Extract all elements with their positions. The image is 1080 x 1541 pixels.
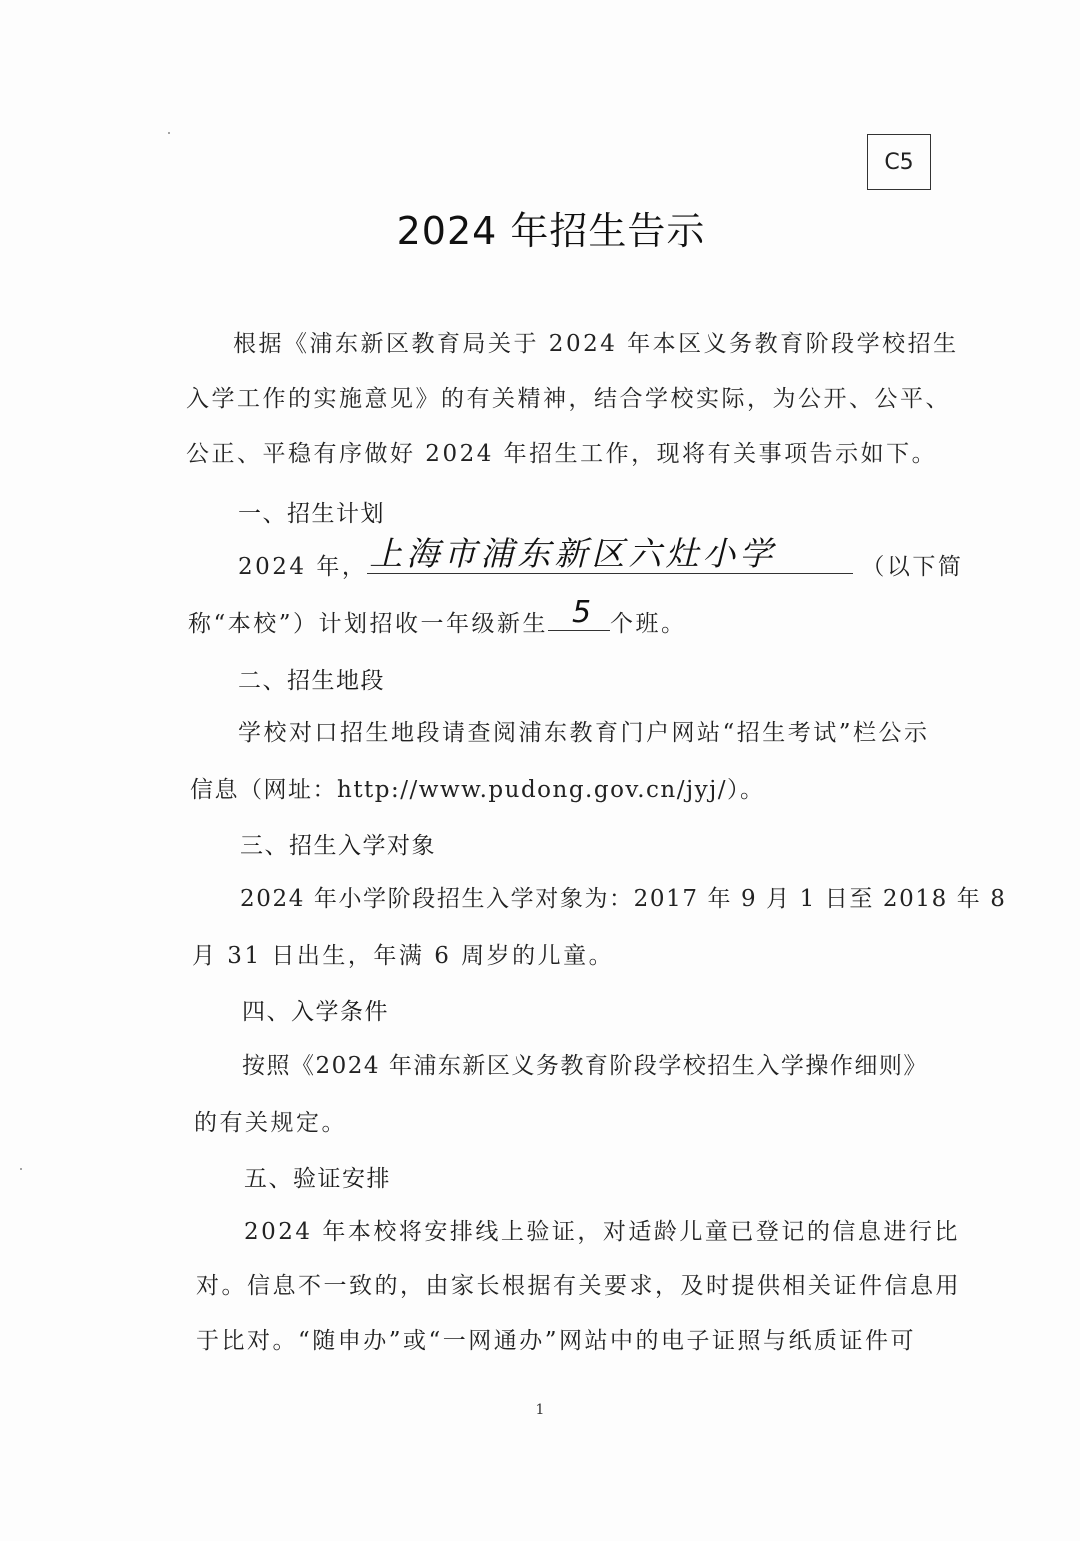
- section-1-heading: 一、招生计划: [238, 501, 385, 527]
- school-name-handwritten: 上海市浦东新区六灶小学: [369, 534, 777, 573]
- intro-line-3: 公正、平稳有序做好 2024 年招生工作，现将有关事项告示如下。: [186, 441, 938, 467]
- section-2-line-1: 学校对口招生地段请查阅浦东教育门户网站“招生考试”栏公示: [238, 720, 930, 746]
- class-count-handwritten: 5: [572, 595, 594, 630]
- section-3-line-2: 月 31 日出生，年满 6 周岁的儿童。: [192, 943, 615, 969]
- section-1-line-2-suffix: 个班。: [610, 611, 687, 637]
- section-2-line-2: 信息（网址：http://www.pudong.gov.cn/jyj/）。: [190, 777, 765, 803]
- section-2-heading: 二、招生地段: [238, 668, 385, 694]
- school-name-blank: [367, 534, 853, 574]
- page-title: 2024 年招生告示: [396, 209, 706, 253]
- page-number: 1: [535, 1402, 545, 1418]
- section-1-line-1-suffix: （以下简: [861, 554, 964, 580]
- section-4-line-1: 按照《2024 年浦东新区义务教育阶段学校招生入学操作细则》: [242, 1053, 928, 1079]
- section-1-line-1-prefix: 2024 年，: [238, 554, 368, 580]
- section-1-line-2: [188, 595, 687, 638]
- section-5-line-2: 对。信息不一致的，由家长根据有关要求，及时提供相关证件信息用: [196, 1273, 961, 1299]
- intro-line-2: 入学工作的实施意见》的有关精神，结合学校实际，为公开、公平、: [186, 386, 951, 412]
- section-4-heading: 四、入学条件: [242, 999, 389, 1025]
- section-1-line-1: [238, 534, 964, 581]
- section-3-line-1: 2024 年小学阶段招生入学对象为：2017 年 9 月 1 日至 2018 年 8: [240, 886, 1007, 912]
- section-4-line-2: 的有关规定。: [194, 1110, 347, 1136]
- section-5-heading: 五、验证安排: [244, 1166, 391, 1192]
- section-1-line-2-prefix: 称“本校”）计划招收一年级新生: [188, 611, 549, 637]
- scan-speck: [168, 132, 170, 134]
- section-5-line-1: 2024 年本校将安排线上验证，对适龄儿童已登记的信息进行比: [244, 1219, 960, 1245]
- scan-speck: [20, 1168, 22, 1170]
- document-code-box: C5: [867, 134, 931, 190]
- section-3-heading: 三、招生入学对象: [240, 833, 436, 859]
- class-count-blank: [548, 595, 610, 631]
- section-5-line-3: 于比对。“随申办”或“一网通办”网站中的电子证照与纸质证件可: [196, 1328, 917, 1354]
- intro-line-1: 根据《浦东新区教育局关于 2024 年本区义务教育阶段学校招生: [233, 331, 959, 357]
